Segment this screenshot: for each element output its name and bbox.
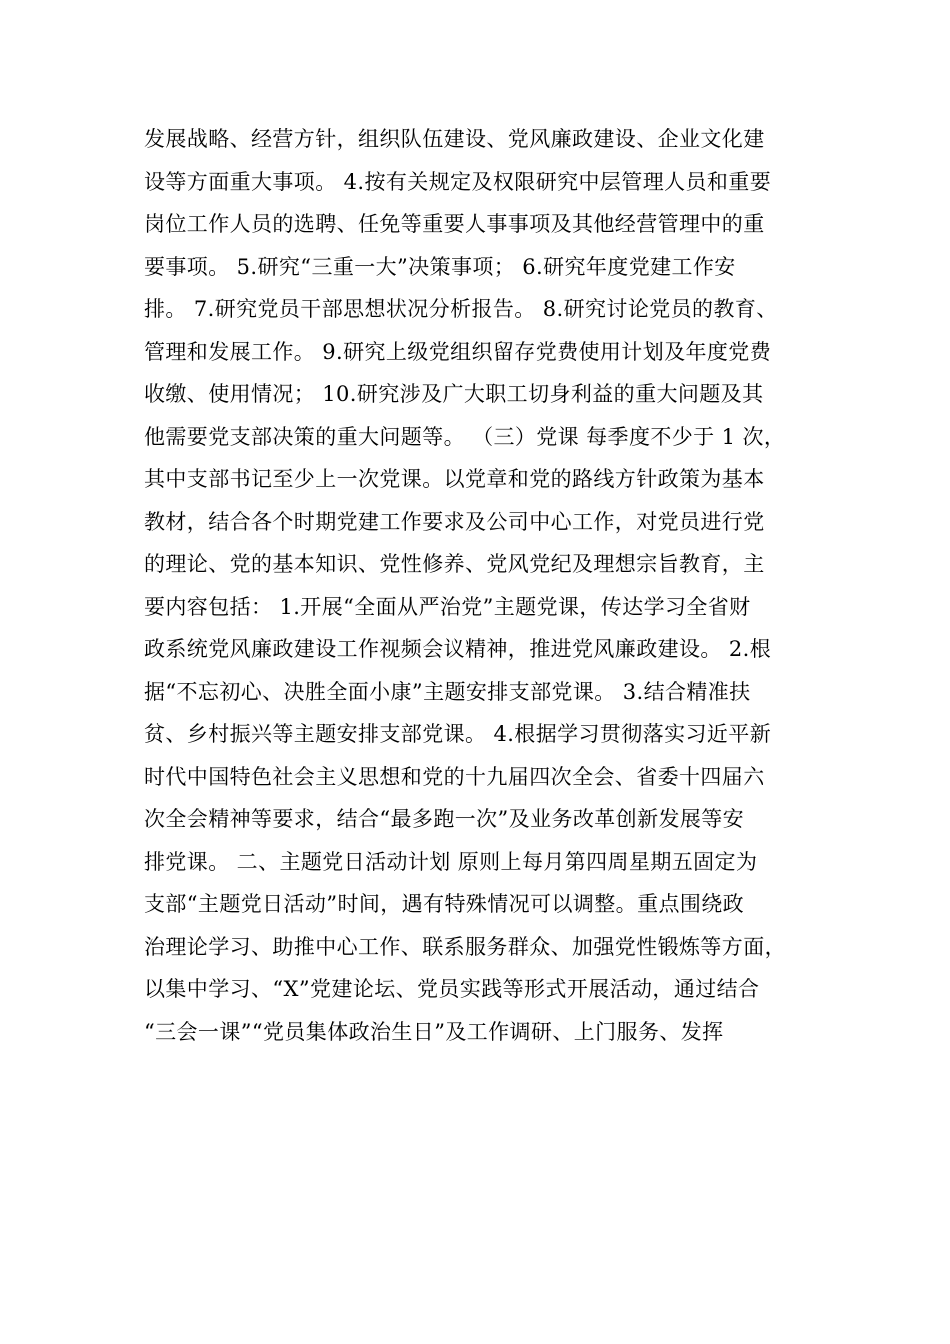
text-line: 设等方面重大事项。 4.按有关规定及权限研究中层管理人员和重要 (144, 169, 772, 194)
text-line: 治理论学习、助推中心工作、联系服务群众、加强党性锻炼等方面， (144, 934, 786, 959)
text-line: 据“不忘初心、决胜全面小康”主题安排支部党课。 3.结合精准扶 (144, 679, 751, 704)
text-line: 其中支部书记至少上一次党课。以党章和党的路线方针政策为基本 (144, 467, 765, 491)
text-line: 支部“主题党日活动”时间，遇有特殊情况可以调整。重点围绕政 (144, 892, 745, 916)
text-line: 收缴、使用情况； 10.研究涉及广大职工切身利益的重大问题及其 (144, 382, 764, 406)
text-line: 时代中国特色社会主义思想和党的十九届四次全会、省委十四届六 (144, 764, 765, 789)
text-line: 次全会精神等要求，结合“最多跑一次”及业务改革创新发展等安 (144, 807, 745, 831)
text-line: 贫、乡村振兴等主题安排支部党课。 4.根据学习贯彻落实习近平新 (144, 722, 772, 746)
text-line: 要事项。 5.研究“三重一大”决策事项； 6.研究年度党建工作安 (144, 254, 736, 279)
text-line: “三会一课”“党员集体政治生日”及工作调研、上门服务、发挥 (144, 1019, 724, 1044)
text-line: 政系统党风廉政建设工作视频会议精神，推进党风廉政建设。 2.根 (144, 637, 772, 661)
text-line: 教材，结合各个时期党建工作要求及公司中心工作，对党员进行党 (144, 509, 765, 534)
document-body (144, 118, 824, 1053)
text-line: 的理论、党的基本知识、党性修养、党风党纪及理想宗旨教育，主 (144, 552, 765, 576)
text-line: 要内容包括： 1.开展“全面从严治党”主题党课，传达学习全省财 (144, 594, 751, 619)
text-line: 以集中学习、“X”党建论坛、党员实践等形式开展活动，通过结合 (144, 977, 760, 1001)
text-line: 岗位工作人员的选聘、任免等重要人事事项及其他经营管理中的重 (144, 212, 765, 236)
text-line: 发展战略、经营方针，组织队伍建设、党风廉政建设、企业文化建 (144, 127, 765, 151)
text-line: 排。 7.研究党员干部思想状况分析报告。 8.研究讨论党员的教育、 (144, 297, 778, 321)
text-line: 排党课。 二、主题党日活动计划 原则上每月第四周星期五固定为 (144, 849, 758, 874)
text-line: 他需要党支部决策的重大问题等。 （三）党课 每季度不少于 1 次， (144, 424, 786, 449)
text-line: 管理和发展工作。 9.研究上级党组织留存党费使用计划及年度党费 (144, 339, 772, 364)
